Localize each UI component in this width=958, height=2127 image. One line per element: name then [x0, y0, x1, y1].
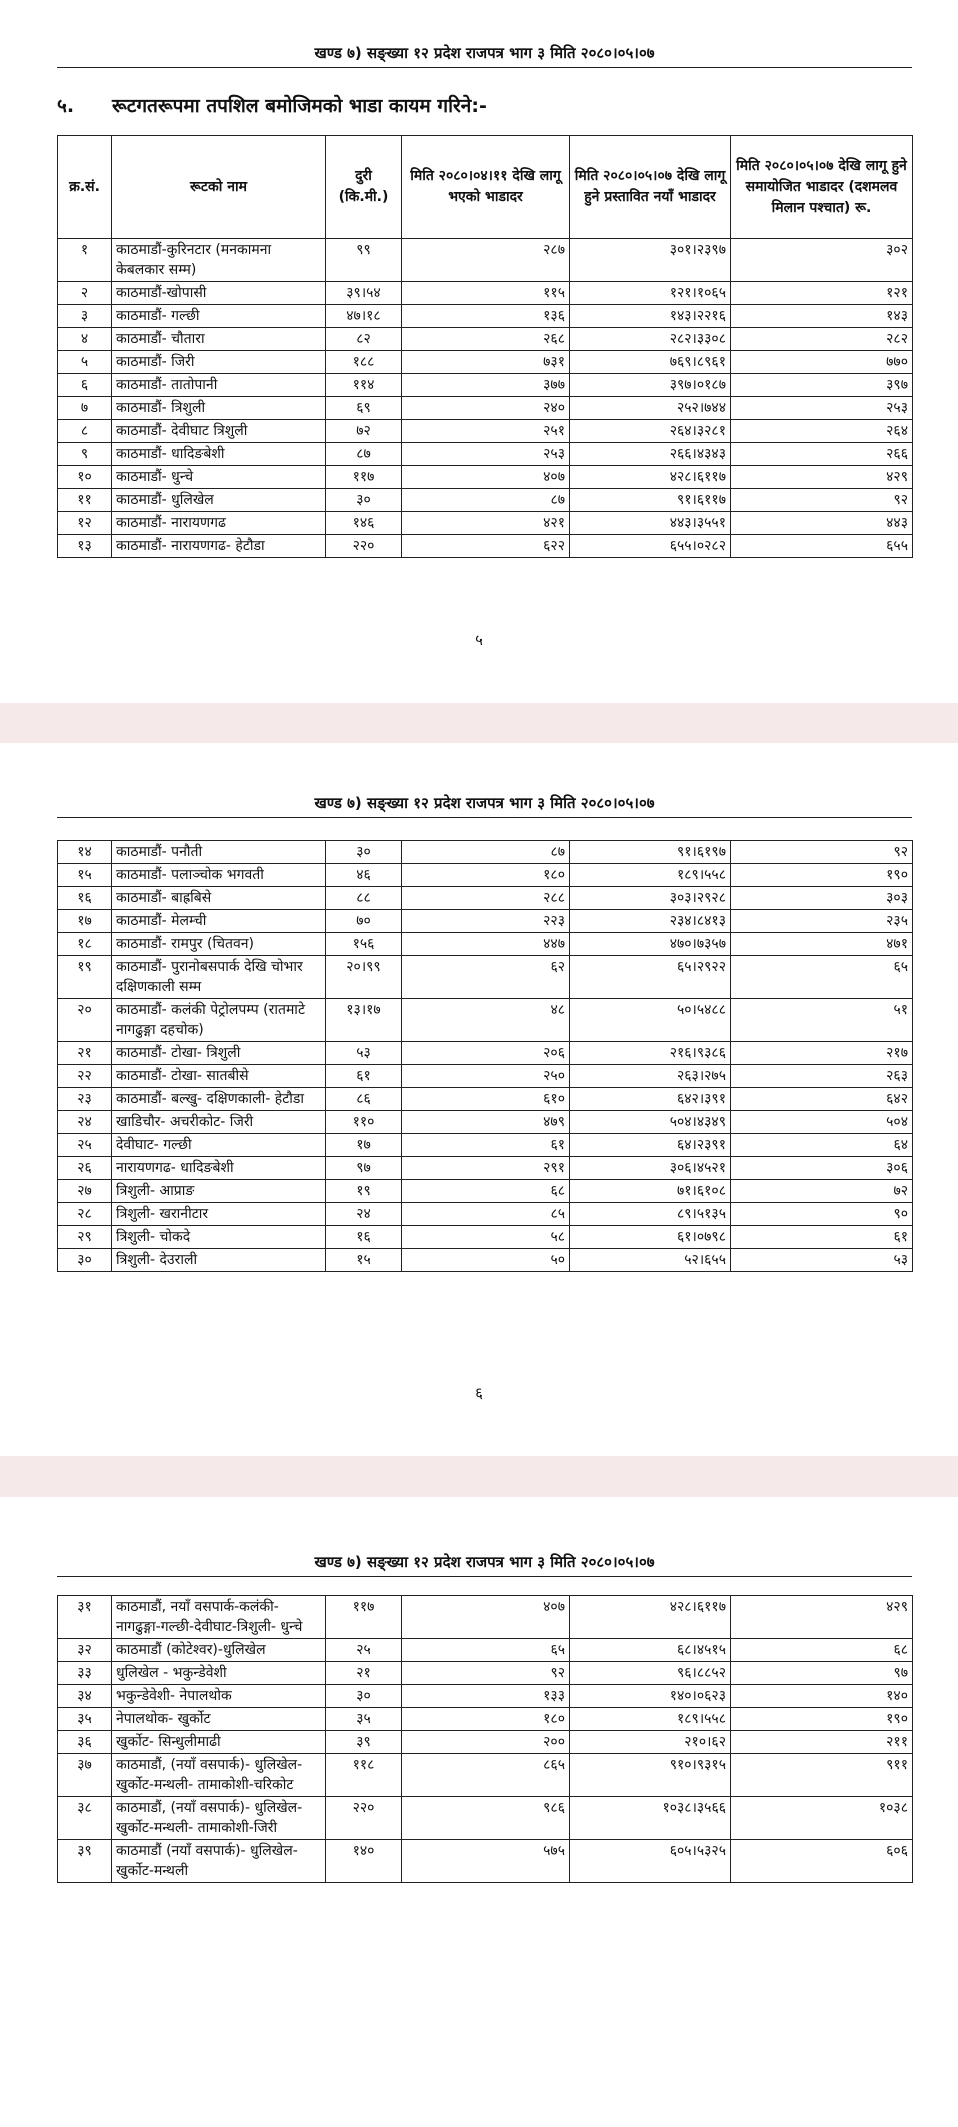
cell-route: काठमाडौं- देवीघाट त्रिशुली	[112, 420, 326, 443]
cell-distance: ५३	[326, 1042, 402, 1065]
table-row	[58, 1662, 913, 1685]
cell-sn: २९	[58, 1226, 112, 1249]
cell-route: काठमाडौं, नयाँ वसपार्क-कलंकी- नागढुङ्गा-गल्छी-देवीघाट-त्रिशुली- धुन्चे	[112, 1596, 326, 1639]
table-row	[58, 1180, 913, 1203]
cell-route: काठमाडौं- बाह्रबिसे	[112, 887, 326, 910]
cell-sn: ३०	[58, 1249, 112, 1272]
cell-sn: ३९	[58, 1840, 112, 1883]
cell-distance: २२०	[326, 1797, 402, 1840]
cell-current-fare: ४४७	[402, 933, 570, 956]
cell-adjusted-fare: ६४	[731, 1134, 913, 1157]
cell-sn: १	[58, 239, 112, 282]
cell-proposed-fare: ६१।०७९८	[570, 1226, 731, 1249]
cell-current-fare: ६५	[402, 1639, 570, 1662]
table-row	[58, 1708, 913, 1731]
section-heading	[57, 92, 487, 118]
table-row	[58, 1731, 913, 1754]
table-row	[58, 374, 913, 397]
cell-adjusted-fare: १४०	[731, 1685, 913, 1708]
cell-route: काठमाडौं- पलाञ्चोक भगवती	[112, 864, 326, 887]
cell-sn: २०	[58, 999, 112, 1042]
cell-distance: ३९	[326, 1731, 402, 1754]
cell-proposed-fare: ६०५।५३२५	[570, 1840, 731, 1883]
cell-current-fare: ५०	[402, 1249, 570, 1272]
cell-current-fare: ४८	[402, 999, 570, 1042]
cell-sn: २४	[58, 1111, 112, 1134]
cell-proposed-fare: ६५५।०२८२	[570, 535, 731, 558]
cell-route: काठमाडौं-खोपासी	[112, 282, 326, 305]
cell-distance: ३०	[326, 1685, 402, 1708]
table-row	[58, 397, 913, 420]
cell-proposed-fare: ४७०।७३५७	[570, 933, 731, 956]
cell-sn: ३४	[58, 1685, 112, 1708]
cell-sn: १८	[58, 933, 112, 956]
cell-adjusted-fare: ७२	[731, 1180, 913, 1203]
cell-sn: ३२	[58, 1639, 112, 1662]
cell-adjusted-fare: ३०३	[731, 887, 913, 910]
cell-proposed-fare: ६८।४५१५	[570, 1639, 731, 1662]
cell-sn: ४	[58, 328, 112, 351]
page-7	[0, 1497, 958, 2127]
table-row	[58, 1639, 913, 1662]
cell-adjusted-fare: ५३	[731, 1249, 913, 1272]
cell-adjusted-fare: ९२	[731, 489, 913, 512]
cell-distance: १७	[326, 1134, 402, 1157]
cell-proposed-fare: १८९।५५८	[570, 864, 731, 887]
fare-table-part-1	[57, 135, 913, 558]
fare-table-part-3	[57, 1595, 913, 1883]
cell-route: खाडिचौर- अचरीकोट- जिरी	[112, 1111, 326, 1134]
table-row	[58, 512, 913, 535]
table-row	[58, 1754, 913, 1797]
cell-distance: १४०	[326, 1840, 402, 1883]
cell-distance: ४६	[326, 864, 402, 887]
cell-proposed-fare: ५०४।४३४९	[570, 1111, 731, 1134]
cell-current-fare: २५३	[402, 443, 570, 466]
cell-proposed-fare: ५२।६५५	[570, 1249, 731, 1272]
cell-adjusted-fare: १०३८	[731, 1797, 913, 1840]
section-title: रूटगतरूपमा तपशिल बमोजिमको भाडा कायम गरिने:-	[112, 95, 487, 117]
cell-adjusted-fare: २३५	[731, 910, 913, 933]
cell-route: नेपालथोक- खुर्कोट	[112, 1708, 326, 1731]
table-row	[58, 466, 913, 489]
cell-proposed-fare: २६४।३२८१	[570, 420, 731, 443]
cell-current-fare: ५७५	[402, 1840, 570, 1883]
cell-distance: ८८	[326, 887, 402, 910]
cell-distance: ९९	[326, 239, 402, 282]
cell-adjusted-fare: ९११	[731, 1754, 913, 1797]
page-number: ५	[475, 631, 483, 649]
cell-route: काठमाडौं- मेलम्ची	[112, 910, 326, 933]
cell-route: काठमाडौं- गल्छी	[112, 305, 326, 328]
cell-sn: १६	[58, 887, 112, 910]
cell-current-fare: ४७९	[402, 1111, 570, 1134]
cell-current-fare: ८७	[402, 841, 570, 864]
cell-proposed-fare: १२१।१०६५	[570, 282, 731, 305]
cell-adjusted-fare: १९०	[731, 1708, 913, 1731]
table-row	[58, 328, 913, 351]
cell-sn: १०	[58, 466, 112, 489]
table-row	[58, 933, 913, 956]
table-row	[58, 1157, 913, 1180]
cell-adjusted-fare: ६४२	[731, 1088, 913, 1111]
table-row	[58, 239, 913, 282]
cell-current-fare: ९२	[402, 1662, 570, 1685]
cell-distance: २४	[326, 1203, 402, 1226]
cell-route: नारायणगढ- धादिङबेशी	[112, 1157, 326, 1180]
cell-sn: २२	[58, 1065, 112, 1088]
cell-current-fare: २५१	[402, 420, 570, 443]
cell-route: काठमाडौं- बल्खु- दक्षिणकाली- हेटौडा	[112, 1088, 326, 1111]
page-gap	[0, 703, 958, 743]
cell-current-fare: २९१	[402, 1157, 570, 1180]
table-row	[58, 1596, 913, 1639]
cell-distance: २०।९९	[326, 956, 402, 999]
cell-proposed-fare: ४२८।६११७	[570, 1596, 731, 1639]
cell-proposed-fare: २८२।३३०८	[570, 328, 731, 351]
cell-sn: ३	[58, 305, 112, 328]
gazette-header: खण्ड ७) सङ्ख्या १२ प्रदेश राजपत्र भाग ३ मिति २०८०।०५।०७	[57, 793, 912, 818]
cell-route: भकुन्डेवेशी- नेपालथोक	[112, 1685, 326, 1708]
cell-proposed-fare: २१६।९३८६	[570, 1042, 731, 1065]
col-header-sn: क्र.सं.	[58, 136, 112, 239]
cell-current-fare: ६१	[402, 1134, 570, 1157]
cell-current-fare: २६८	[402, 328, 570, 351]
cell-adjusted-fare: ४४३	[731, 512, 913, 535]
table-row	[58, 841, 913, 864]
page-number: ६	[475, 1384, 483, 1402]
cell-proposed-fare: ३०३।२९२८	[570, 887, 731, 910]
cell-distance: ११४	[326, 374, 402, 397]
cell-distance: ११७	[326, 1596, 402, 1639]
cell-distance: १६	[326, 1226, 402, 1249]
cell-distance: ११८	[326, 1754, 402, 1797]
table-row	[58, 887, 913, 910]
cell-proposed-fare: ८९।५१३५	[570, 1203, 731, 1226]
table-row	[58, 1685, 913, 1708]
cell-adjusted-fare: १४३	[731, 305, 913, 328]
cell-adjusted-fare: ९७	[731, 1662, 913, 1685]
cell-sn: २३	[58, 1088, 112, 1111]
cell-proposed-fare: १८९।५५८	[570, 1708, 731, 1731]
table-row	[58, 1065, 913, 1088]
col-header-route: रूटको नाम	[112, 136, 326, 239]
cell-current-fare: ८७	[402, 489, 570, 512]
cell-sn: ३३	[58, 1662, 112, 1685]
cell-route: त्रिशुली- देउराली	[112, 1249, 326, 1272]
gazette-header: खण्ड ७) सङ्ख्या १२ प्रदेश राजपत्र भाग ३ मिति २०८०।०५।०७	[57, 1552, 912, 1577]
col-header-proposed-fare: मिति २०८०।०५।०७ देखि लागू हुने प्रस्तावित नयाँ भाडादर	[570, 136, 731, 239]
cell-proposed-fare: ९१०।९३१५	[570, 1754, 731, 1797]
cell-route: त्रिशुली- खरानीटार	[112, 1203, 326, 1226]
cell-route: काठमाडौं- पुरानोबसपार्क देखि चोभार दक्षिणकाली सम्म	[112, 956, 326, 999]
cell-current-fare: ५८	[402, 1226, 570, 1249]
cell-proposed-fare: ७१।६१०८	[570, 1180, 731, 1203]
cell-sn: २७	[58, 1180, 112, 1203]
cell-route: काठमाडौं- धुलिखेल	[112, 489, 326, 512]
cell-adjusted-fare: ३०६	[731, 1157, 913, 1180]
cell-distance: ३०	[326, 841, 402, 864]
cell-sn: २८	[58, 1203, 112, 1226]
cell-route: काठमाडौं- कलंकी पेट्रोलपम्प (रातमाटे नागढुङ्गा दहचोक)	[112, 999, 326, 1042]
cell-current-fare: ४०७	[402, 466, 570, 489]
fare-table-part-2	[57, 840, 913, 1272]
table-row	[58, 351, 913, 374]
table-row	[58, 1042, 913, 1065]
cell-proposed-fare: १०३८।३५६६	[570, 1797, 731, 1840]
cell-sn: ३८	[58, 1797, 112, 1840]
cell-distance: २५	[326, 1639, 402, 1662]
cell-current-fare: १८०	[402, 1708, 570, 1731]
cell-current-fare: ७३१	[402, 351, 570, 374]
col-header-adjusted-fare: मिति २०८०।०५।०७ देखि लागू हुने समायोजित भाडादर (दशमलव मिलान पश्चात) रू.	[731, 136, 913, 239]
cell-adjusted-fare: ६८	[731, 1639, 913, 1662]
gazette-header: खण्ड ७) सङ्ख्या १२ प्रदेश राजपत्र भाग ३ मिति २०८०।०५।०७	[57, 43, 912, 68]
cell-route: काठमाडौं (नयाँ वसपार्क)- धुलिखेल-खुर्कोट-मन्थली	[112, 1840, 326, 1883]
table-row	[58, 1797, 913, 1840]
cell-current-fare: ६८	[402, 1180, 570, 1203]
cell-proposed-fare: ७६९।८९६१	[570, 351, 731, 374]
cell-current-fare: २५०	[402, 1065, 570, 1088]
cell-proposed-fare: ३०६।४५२१	[570, 1157, 731, 1180]
cell-distance: ११७	[326, 466, 402, 489]
cell-distance: ४७।१८	[326, 305, 402, 328]
cell-distance: ६९	[326, 397, 402, 420]
cell-route: काठमाडौं-कुरिनटार (मनकामना केबलकार सम्म)	[112, 239, 326, 282]
cell-route: त्रिशुली- चोकदे	[112, 1226, 326, 1249]
cell-adjusted-fare: १९०	[731, 864, 913, 887]
cell-sn: ११	[58, 489, 112, 512]
cell-proposed-fare: ३९७।०१८७	[570, 374, 731, 397]
cell-route: काठमाडौं- त्रिशुली	[112, 397, 326, 420]
cell-distance: १८८	[326, 351, 402, 374]
cell-distance: १९	[326, 1180, 402, 1203]
cell-proposed-fare: २३४।८४१३	[570, 910, 731, 933]
cell-route: देवीघाट- गल्छी	[112, 1134, 326, 1157]
cell-route: काठमाडौं- नारायणगढ	[112, 512, 326, 535]
table-row	[58, 305, 913, 328]
cell-adjusted-fare: ६१	[731, 1226, 913, 1249]
cell-current-fare: ६२	[402, 956, 570, 999]
cell-distance: ६१	[326, 1065, 402, 1088]
cell-adjusted-fare: २६६	[731, 443, 913, 466]
table-row	[58, 282, 913, 305]
cell-route: काठमाडौं- पनौती	[112, 841, 326, 864]
cell-adjusted-fare: ४२९	[731, 466, 913, 489]
col-header-current-fare: मिति २०८०।०४।११ देखि लागू भएको भाडादर	[402, 136, 570, 239]
cell-adjusted-fare: २५३	[731, 397, 913, 420]
cell-proposed-fare: १४०।०६२३	[570, 1685, 731, 1708]
cell-route: काठमाडौं- टोखा- सातबीसे	[112, 1065, 326, 1088]
cell-proposed-fare: ६५।२९२२	[570, 956, 731, 999]
cell-adjusted-fare: १२१	[731, 282, 913, 305]
cell-distance: ११०	[326, 1111, 402, 1134]
cell-route: काठमाडौं- रामपुर (चितवन)	[112, 933, 326, 956]
table-row	[58, 864, 913, 887]
cell-distance: ९७	[326, 1157, 402, 1180]
table-row	[58, 1134, 913, 1157]
cell-proposed-fare: २१०।६२	[570, 1731, 731, 1754]
cell-sn: २१	[58, 1042, 112, 1065]
cell-proposed-fare: ६४।२३९१	[570, 1134, 731, 1157]
table-row	[58, 1111, 913, 1134]
cell-route: त्रिशुली- आप्राङ	[112, 1180, 326, 1203]
cell-current-fare: ९८६	[402, 1797, 570, 1840]
table-row	[58, 489, 913, 512]
cell-route: काठमाडौं- नारायणगढ- हेटौडा	[112, 535, 326, 558]
cell-sn: १२	[58, 512, 112, 535]
cell-route: काठमाडौं- धुन्चे	[112, 466, 326, 489]
cell-proposed-fare: २६३।२७५	[570, 1065, 731, 1088]
cell-proposed-fare: ९६।८८५२	[570, 1662, 731, 1685]
page-6	[0, 743, 958, 1456]
cell-adjusted-fare: २११	[731, 1731, 913, 1754]
cell-current-fare: २८७	[402, 239, 570, 282]
cell-route: खुर्कोट- सिन्धुलीमाढी	[112, 1731, 326, 1754]
cell-current-fare: १८०	[402, 864, 570, 887]
col-header-distance: दुरी (कि.मी.)	[326, 136, 402, 239]
cell-adjusted-fare: २६४	[731, 420, 913, 443]
table-row	[58, 1226, 913, 1249]
table-row	[58, 999, 913, 1042]
table-row	[58, 1840, 913, 1883]
table-row	[58, 443, 913, 466]
table-row	[58, 1249, 913, 1272]
cell-proposed-fare: २६६।४३४३	[570, 443, 731, 466]
cell-proposed-fare: ४४३।३५५१	[570, 512, 731, 535]
cell-current-fare: १३६	[402, 305, 570, 328]
cell-adjusted-fare: २८२	[731, 328, 913, 351]
cell-sn: ६	[58, 374, 112, 397]
cell-current-fare: १३३	[402, 1685, 570, 1708]
cell-adjusted-fare: ४७१	[731, 933, 913, 956]
cell-distance: ३५	[326, 1708, 402, 1731]
cell-sn: ८	[58, 420, 112, 443]
cell-distance: ८६	[326, 1088, 402, 1111]
cell-proposed-fare: ५०।५४८८	[570, 999, 731, 1042]
cell-current-fare: २०६	[402, 1042, 570, 1065]
cell-distance: ८७	[326, 443, 402, 466]
table-row	[58, 535, 913, 558]
cell-distance: ३०	[326, 489, 402, 512]
cell-distance: १४६	[326, 512, 402, 535]
cell-current-fare: ६१०	[402, 1088, 570, 1111]
cell-sn: ३१	[58, 1596, 112, 1639]
cell-sn: ३५	[58, 1708, 112, 1731]
cell-sn: ३६	[58, 1731, 112, 1754]
cell-proposed-fare: ९१।६११७	[570, 489, 731, 512]
cell-adjusted-fare: ३०२	[731, 239, 913, 282]
cell-distance: ७२	[326, 420, 402, 443]
cell-adjusted-fare: ५०४	[731, 1111, 913, 1134]
cell-route: धुलिखेल - भकुन्डेवेशी	[112, 1662, 326, 1685]
cell-current-fare: ४०७	[402, 1596, 570, 1639]
cell-distance: २२०	[326, 535, 402, 558]
cell-proposed-fare: २५२।७४४	[570, 397, 731, 420]
page-5	[0, 0, 958, 703]
table-row	[58, 420, 913, 443]
cell-distance: १५६	[326, 933, 402, 956]
cell-sn: ३७	[58, 1754, 112, 1797]
cell-adjusted-fare: ६०६	[731, 1840, 913, 1883]
cell-adjusted-fare: ५१	[731, 999, 913, 1042]
cell-proposed-fare: ४२८।६११७	[570, 466, 731, 489]
table-row	[58, 910, 913, 933]
cell-proposed-fare: ३०१।२३९७	[570, 239, 731, 282]
cell-sn: २	[58, 282, 112, 305]
cell-route: काठमाडौं- धादिङबेशी	[112, 443, 326, 466]
cell-current-fare: ८६५	[402, 1754, 570, 1797]
cell-sn: २५	[58, 1134, 112, 1157]
page-gap	[0, 1456, 958, 1497]
cell-adjusted-fare: ६५	[731, 956, 913, 999]
cell-sn: २६	[58, 1157, 112, 1180]
cell-distance: ७०	[326, 910, 402, 933]
cell-current-fare: ४२१	[402, 512, 570, 535]
cell-distance: १५	[326, 1249, 402, 1272]
cell-distance: ८२	[326, 328, 402, 351]
cell-adjusted-fare: ६५५	[731, 535, 913, 558]
cell-route: काठमाडौं- जिरी	[112, 351, 326, 374]
cell-current-fare: ३७७	[402, 374, 570, 397]
cell-route: काठमाडौं, (नयाँ वसपार्क)- धुलिखेल-खुर्कोट-मन्थली- तामाकोशी-जिरी	[112, 1797, 326, 1840]
table-row	[58, 1088, 913, 1111]
table-header-row	[58, 136, 913, 239]
cell-route: काठमाडौं- टोखा- त्रिशुली	[112, 1042, 326, 1065]
cell-adjusted-fare: ३९७	[731, 374, 913, 397]
cell-route: काठमाडौं, (नयाँ वसपार्क)- धुलिखेल-खुर्कोट-मन्थली- तामाकोशी-चरिकोट	[112, 1754, 326, 1797]
cell-current-fare: २००	[402, 1731, 570, 1754]
cell-proposed-fare: ९१।६१९७	[570, 841, 731, 864]
cell-adjusted-fare: ९२	[731, 841, 913, 864]
cell-current-fare: २२३	[402, 910, 570, 933]
cell-distance: ३९।५४	[326, 282, 402, 305]
cell-sn: ५	[58, 351, 112, 374]
cell-sn: ७	[58, 397, 112, 420]
section-number: ५.	[57, 95, 75, 117]
cell-route: काठमाडौं- चौतारा	[112, 328, 326, 351]
cell-sn: १७	[58, 910, 112, 933]
cell-sn: १३	[58, 535, 112, 558]
cell-adjusted-fare: २१७	[731, 1042, 913, 1065]
table-row	[58, 956, 913, 999]
cell-sn: १५	[58, 864, 112, 887]
cell-current-fare: ११५	[402, 282, 570, 305]
cell-current-fare: २८८	[402, 887, 570, 910]
cell-adjusted-fare: ९०	[731, 1203, 913, 1226]
cell-current-fare: ६२२	[402, 535, 570, 558]
cell-sn: १९	[58, 956, 112, 999]
cell-adjusted-fare: २६३	[731, 1065, 913, 1088]
cell-distance: २१	[326, 1662, 402, 1685]
cell-route: काठमाडौं- तातोपानी	[112, 374, 326, 397]
cell-proposed-fare: ६४२।३९१	[570, 1088, 731, 1111]
cell-proposed-fare: १४३।२२१६	[570, 305, 731, 328]
cell-sn: ९	[58, 443, 112, 466]
cell-adjusted-fare: ७७०	[731, 351, 913, 374]
cell-distance: १३।१७	[326, 999, 402, 1042]
cell-adjusted-fare: ४२९	[731, 1596, 913, 1639]
table-row	[58, 1203, 913, 1226]
cell-route: काठमाडौं (कोटेश्वर)-धुलिखेल	[112, 1639, 326, 1662]
cell-sn: १४	[58, 841, 112, 864]
cell-current-fare: ८५	[402, 1203, 570, 1226]
cell-current-fare: २४०	[402, 397, 570, 420]
